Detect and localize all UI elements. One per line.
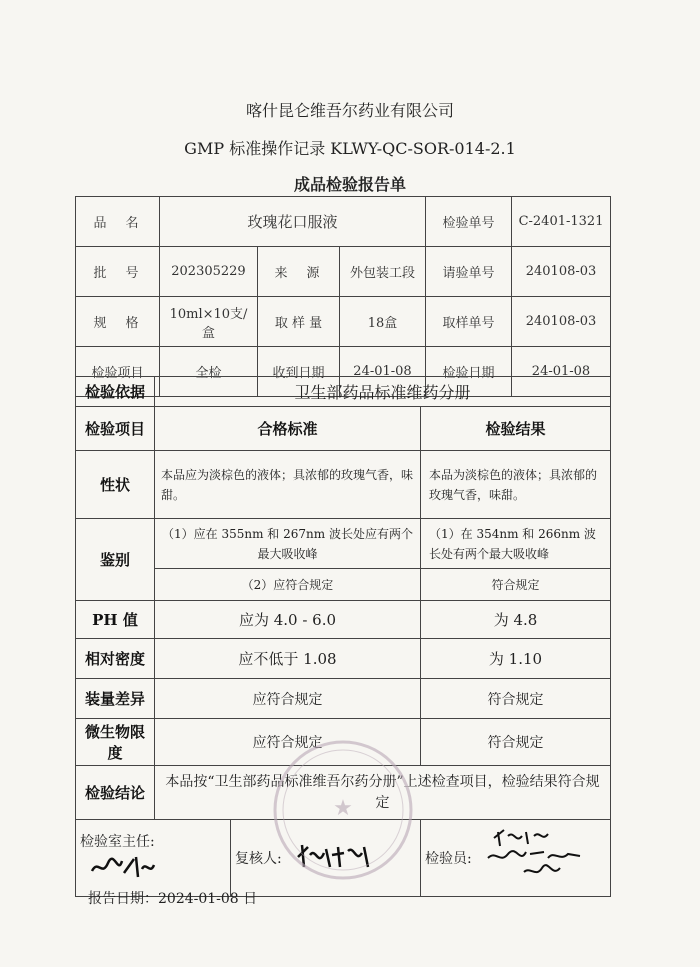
identification-label: 鉴别 — [76, 519, 155, 601]
table-row — [76, 247, 611, 297]
sample-qty-value: 18盒 — [340, 297, 426, 347]
director-signature — [88, 851, 158, 885]
fill-variation-standard: 应符合规定 — [155, 679, 421, 719]
table-row — [76, 297, 611, 347]
table-row — [76, 197, 611, 247]
basis-value: 卫生部药品标准维药分册 — [155, 377, 611, 407]
request-no-label: 请验单号 — [426, 247, 512, 297]
table-row — [76, 407, 611, 451]
density-standard: 应不低于 1.08 — [155, 639, 421, 679]
conclusion-label: 检验结论 — [76, 766, 155, 820]
column-header-result: 检验结果 — [421, 407, 611, 451]
appearance-result: 本品为淡棕色的液体；具浓郁的玫瑰气香，味甜。 — [421, 451, 611, 519]
fill-variation-result: 符合规定 — [421, 679, 611, 719]
item-label: 检验项目 — [76, 347, 160, 397]
sample-no-value: 240108-03 — [512, 297, 611, 347]
microbe-limit-label: 微生物限度 — [76, 719, 155, 766]
product-name-value: 玫瑰花口服液 — [160, 197, 426, 247]
inspector-signature — [484, 828, 594, 888]
batch-value: 202305229 — [160, 247, 258, 297]
reviewer-signature — [294, 841, 374, 875]
identification-standard-1: （1）应在 355nm 和 267nm 波长处应有两个最大吸收峰 — [155, 519, 421, 569]
table-row — [76, 639, 611, 679]
table-row — [76, 719, 611, 766]
table-row — [76, 519, 611, 569]
ph-result: 为 4.8 — [421, 601, 611, 639]
spec-value: 10ml×10支/盒 — [160, 297, 258, 347]
gmp-record-code: GMP 标准操作记录 KLWY-QC-SOR-014-2.1 — [184, 139, 516, 158]
table-row — [76, 569, 611, 601]
source-value: 外包装工段 — [340, 247, 426, 297]
identification-result-1: （1）在 354nm 和 266nm 波长处有两个最大吸收峰 — [421, 519, 611, 569]
received-date-value: 24-01-08 — [340, 347, 426, 397]
inspection-no-label: 检验单号 — [426, 197, 512, 247]
sample-qty-label: 取 样 量 — [258, 297, 340, 347]
spec-label: 规 格 — [76, 297, 160, 347]
inspection-no-value: C-2401-1321 — [512, 197, 611, 247]
received-date-label: 收到日期 — [258, 347, 340, 397]
product-info-table — [75, 196, 611, 397]
reviewer-signature-cell — [231, 820, 421, 897]
identification-result-2: 符合规定 — [421, 569, 611, 601]
svg-text:★: ★ — [333, 796, 353, 821]
table-row — [76, 377, 611, 407]
identification-standard-2: （2）应符合规定 — [155, 569, 421, 601]
report-title: 成品检验报告单 — [293, 175, 406, 194]
inspector-signature-cell — [421, 820, 611, 897]
table-row — [76, 601, 611, 639]
table-row — [76, 766, 611, 820]
conclusion-value: 本品按“卫生部药品标准维吾尔药分册”上述检查项目，检验结果符合规定 — [155, 766, 611, 820]
column-header-standard: 合格标准 — [155, 407, 421, 451]
appearance-label: 性状 — [76, 451, 155, 519]
fill-variation-label: 装量差异 — [76, 679, 155, 719]
item-value: 全检 — [160, 347, 258, 397]
basis-label: 检验依据 — [76, 377, 155, 407]
director-signature-cell — [76, 820, 231, 897]
source-label: 来 源 — [258, 247, 340, 297]
signature-row — [76, 820, 611, 897]
density-label: 相对密度 — [76, 639, 155, 679]
table-row — [76, 451, 611, 519]
product-name-label: 品 名 — [76, 197, 160, 247]
request-no-value: 240108-03 — [512, 247, 611, 297]
microbe-limit-result: 符合规定 — [421, 719, 611, 766]
report-date: 报告日期：2024-01-08 日 — [88, 891, 258, 907]
microbe-limit-standard: 应符合规定 — [155, 719, 421, 766]
column-header-item: 检验项目 — [76, 407, 155, 451]
director-label: 检验室主任: — [80, 834, 155, 850]
inspector-label: 检验员: — [425, 851, 472, 867]
batch-label: 批 号 — [76, 247, 160, 297]
sample-no-label: 取样单号 — [426, 297, 512, 347]
test-date-label: 检验日期 — [426, 347, 512, 397]
test-date-value: 24-01-08 — [512, 347, 611, 397]
ph-label: PH 值 — [76, 601, 155, 639]
company-name: 喀什昆仑维吾尔药业有限公司 — [245, 101, 454, 120]
density-result: 为 1.10 — [421, 639, 611, 679]
appearance-standard: 本品应为淡棕色的液体；具浓郁的玫瑰气香，味甜。 — [155, 451, 421, 519]
inspection-results-table — [75, 376, 611, 897]
ph-standard: 应为 4.0 - 6.0 — [155, 601, 421, 639]
table-row — [76, 679, 611, 719]
reviewer-label: 复核人: — [235, 851, 282, 867]
